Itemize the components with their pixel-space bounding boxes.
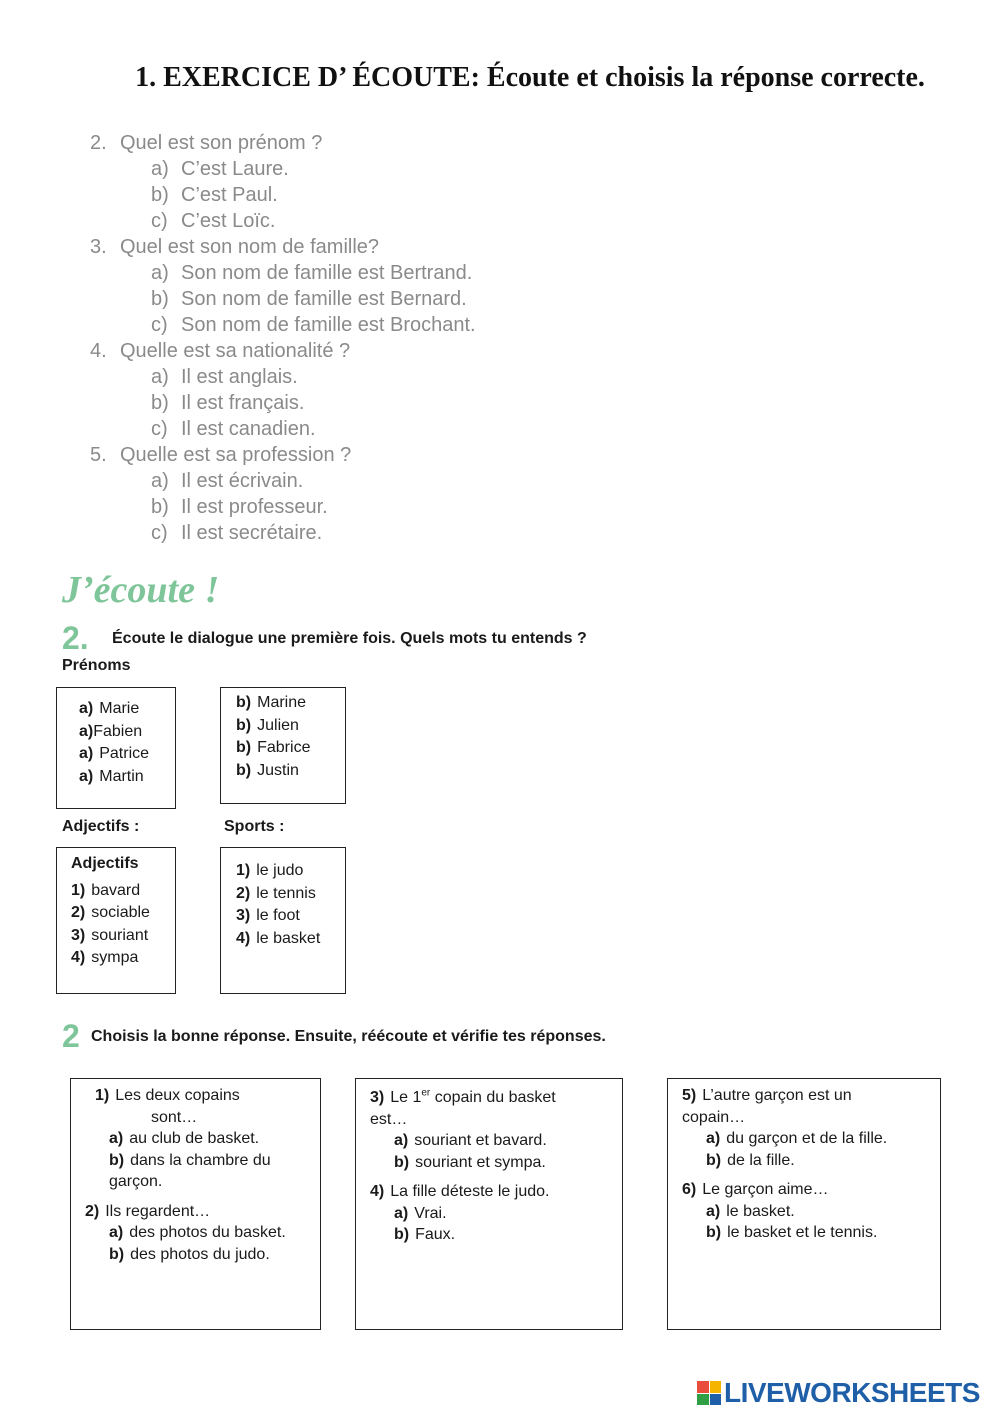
answer-option[interactable] [682, 1150, 932, 1172]
logo-text: LIVEWORKSHEETS [724, 1377, 980, 1408]
item-number: 4) [71, 949, 86, 966]
sports-box [220, 847, 346, 994]
option-letter: a) [706, 1202, 721, 1220]
question-number: 3) [370, 1089, 385, 1106]
option-letter: a) [151, 470, 169, 492]
question-number: 3. [90, 236, 107, 258]
option-text: Il est secrétaire. [181, 522, 323, 544]
item-letter: b) [236, 716, 252, 734]
exercise-instruction: Choisis la bonne réponse. Ensuite, réécoute et vérifie tes réponses. [91, 1028, 606, 1045]
answer-option[interactable] [370, 1152, 614, 1174]
option-text-cont: garçon. [109, 1173, 163, 1190]
question-text: La fille déteste le judo. [390, 1183, 550, 1200]
answer-option[interactable] [85, 1150, 312, 1172]
logo-mark-icon [697, 1381, 721, 1405]
option-letter: b) [109, 1245, 125, 1263]
question-text: Le garçon aime… [702, 1181, 829, 1198]
question-item [85, 1201, 312, 1266]
answer-option[interactable] [90, 520, 790, 546]
option-letter: a) [151, 262, 169, 284]
prenoms-box-b [220, 687, 346, 804]
question-text: Quel est son prénom ? [120, 132, 323, 154]
item-text: Julien [257, 716, 299, 734]
answer-option[interactable] [90, 468, 790, 494]
question-text: Le 1 [390, 1089, 422, 1106]
item-letter: b) [236, 739, 252, 756]
option-text: C’est Loïc. [181, 210, 276, 232]
answer-option[interactable] [85, 1222, 312, 1244]
option-text: Son nom de famille est Bernard. [181, 288, 467, 310]
option-text: de la fille. [727, 1151, 795, 1169]
item-text: le judo [256, 862, 304, 879]
item-text: le tennis [256, 884, 316, 902]
question-item [682, 1179, 932, 1244]
option-text: souriant et bavard. [414, 1132, 547, 1149]
option-text: Vrai. [414, 1204, 447, 1222]
answer-option[interactable] [90, 208, 790, 234]
list-item[interactable] [79, 698, 175, 721]
answer-option[interactable] [90, 416, 790, 442]
option-text: du garçon et de la fille. [726, 1130, 888, 1147]
question-text: Quelle est sa nationalité ? [120, 340, 351, 362]
answer-option[interactable] [682, 1201, 932, 1223]
option-letter: a) [109, 1224, 124, 1241]
option-letter: a) [394, 1132, 409, 1149]
list-item[interactable] [71, 947, 175, 970]
answer-option[interactable] [85, 1244, 312, 1266]
question-text: L’autre garçon est un [702, 1087, 852, 1104]
item-number: 2) [236, 884, 251, 902]
question-item [682, 1085, 932, 1171]
item-letter: a) [79, 700, 94, 717]
question-number: 5. [90, 444, 107, 466]
question-item [370, 1181, 614, 1246]
question-box-2 [355, 1078, 623, 1330]
item-text: bavard [91, 881, 141, 899]
answer-option[interactable] [85, 1128, 312, 1150]
question-number: 2. [90, 132, 107, 154]
question-box-3 [667, 1078, 941, 1330]
item-text: sympa [91, 949, 139, 966]
option-letter: b) [394, 1153, 410, 1171]
item-text: le foot [256, 907, 300, 924]
question-text-cont: sont… [151, 1108, 198, 1126]
question-item [85, 1085, 312, 1193]
liveworksheets-logo[interactable] [697, 1378, 980, 1408]
answer-option[interactable] [370, 1203, 614, 1225]
question-block [90, 442, 790, 546]
question-text: Quelle est sa profession ? [120, 444, 352, 466]
question-box-1 [70, 1078, 321, 1330]
item-letter: b) [236, 761, 252, 779]
item-text: sociable [91, 904, 150, 921]
answer-option[interactable] [90, 260, 790, 286]
list-item[interactable] [79, 766, 175, 789]
option-letter: b) [151, 392, 169, 414]
question-block [90, 130, 790, 234]
exercise-number: 2 [62, 1018, 80, 1054]
list-item[interactable] [236, 860, 345, 883]
option-text: au club de basket. [129, 1130, 260, 1147]
option-text: le basket. [726, 1202, 795, 1220]
option-text: C’est Paul. [181, 184, 278, 206]
answer-option[interactable] [370, 1130, 614, 1152]
item-text: Marie [99, 700, 140, 717]
answer-option[interactable] [90, 182, 790, 208]
item-text: Patrice [99, 745, 150, 762]
item-text: Fabien [93, 722, 143, 740]
list-item[interactable] [236, 737, 345, 760]
adjectifs-label: Adjectifs : [62, 818, 140, 835]
exercise-number: 2. [62, 620, 89, 656]
list-item[interactable] [236, 760, 345, 783]
list-item[interactable] [71, 880, 175, 903]
exercise-instruction: Écoute le dialogue une première fois. Quels mots tu entends ? [112, 630, 587, 647]
adjectifs-box [56, 847, 176, 994]
item-number: 2) [71, 904, 86, 921]
option-letter: a) [151, 158, 169, 180]
option-text: des photos du judo. [130, 1245, 270, 1263]
answer-option[interactable] [682, 1222, 932, 1244]
item-text: Marine [257, 694, 307, 711]
question-block [90, 338, 790, 442]
superscript: er [421, 1087, 431, 1099]
question-block [90, 234, 790, 338]
adjectifs-heading: Adjectifs [71, 855, 139, 872]
option-text: des photos du basket. [129, 1224, 286, 1241]
item-letter: a) [79, 722, 94, 740]
question-number: 2) [85, 1202, 100, 1220]
option-text: Il est canadien. [181, 418, 316, 440]
option-letter: b) [394, 1226, 410, 1243]
option-text: C’est Laure. [181, 158, 289, 180]
item-number: 4) [236, 929, 251, 947]
option-letter: c) [151, 418, 168, 440]
option-letter: c) [151, 522, 168, 544]
item-number: 3) [71, 926, 86, 944]
list-item[interactable] [236, 883, 345, 906]
list-item[interactable] [236, 928, 345, 951]
question-text: Les deux copains [115, 1087, 240, 1104]
option-letter: a) [151, 366, 169, 388]
option-text: souriant et sympa. [415, 1153, 546, 1171]
option-letter: b) [151, 288, 169, 310]
list-item[interactable] [71, 925, 175, 948]
item-letter: a) [79, 745, 94, 762]
question-text-cont: est… [370, 1110, 408, 1128]
question-number: 4. [90, 340, 107, 362]
item-number: 1) [236, 862, 251, 879]
option-letter: a) [706, 1130, 721, 1147]
option-letter: c) [151, 314, 168, 336]
sports-label: Sports : [224, 818, 285, 835]
option-letter: b) [151, 496, 169, 518]
option-letter: b) [151, 184, 169, 206]
item-text: souriant [91, 926, 149, 944]
option-letter: b) [109, 1151, 125, 1169]
list-item[interactable] [236, 905, 345, 928]
option-letter: b) [706, 1151, 722, 1169]
item-text: Fabrice [257, 739, 311, 756]
list-item[interactable] [71, 902, 175, 925]
list-item[interactable] [79, 721, 175, 744]
option-text: Son nom de famille est Brochant. [181, 314, 476, 336]
option-text: le basket et le tennis. [727, 1224, 878, 1241]
list-item[interactable] [79, 743, 175, 766]
question-number: 4) [370, 1183, 385, 1200]
item-text: Justin [257, 761, 299, 779]
option-letter: c) [151, 210, 168, 232]
item-letter: b) [236, 694, 252, 711]
option-text: Il est écrivain. [181, 470, 304, 492]
option-text: Il est professeur. [181, 496, 328, 518]
question-text-cont: copain… [682, 1108, 746, 1126]
question-number: 1) [95, 1087, 110, 1104]
list-item[interactable] [236, 692, 345, 715]
page-title: 1. EXERCICE D’ ÉCOUTE: Écoute et choisis la réponse correcte. [135, 62, 925, 93]
question-text: Ils regardent… [105, 1202, 211, 1220]
question-text: copain du basket [430, 1089, 556, 1106]
option-text: Faux. [415, 1226, 456, 1243]
option-text: dans la chambre du [130, 1151, 271, 1169]
option-text: Il est anglais. [181, 366, 298, 388]
question-number: 6) [682, 1181, 697, 1198]
item-number: 3) [236, 907, 251, 924]
answer-option[interactable] [90, 156, 790, 182]
answer-option[interactable] [682, 1128, 932, 1150]
section-title: J’écoute ! [62, 569, 220, 611]
list-item[interactable] [236, 715, 345, 738]
answer-option[interactable] [90, 364, 790, 390]
option-text: Son nom de famille est Bertrand. [181, 262, 473, 284]
answer-option[interactable] [90, 286, 790, 312]
item-text: le basket [256, 929, 321, 947]
question-text: Quel est son nom de famille? [120, 236, 380, 258]
answer-option[interactable] [90, 494, 790, 520]
prenoms-box-a [56, 687, 176, 809]
option-letter: a) [394, 1204, 409, 1222]
option-letter: b) [706, 1224, 722, 1241]
option-text: Il est français. [181, 392, 305, 414]
answer-option[interactable] [370, 1224, 614, 1246]
answer-option[interactable] [90, 390, 790, 416]
item-text: Martin [99, 767, 144, 785]
item-letter: a) [79, 767, 94, 785]
item-number: 1) [71, 881, 86, 899]
question-list [90, 130, 790, 546]
question-number: 5) [682, 1087, 697, 1104]
question-item [370, 1087, 614, 1173]
option-letter: a) [109, 1130, 124, 1147]
answer-option[interactable] [90, 312, 790, 338]
prenoms-label: Prénoms [62, 657, 131, 674]
